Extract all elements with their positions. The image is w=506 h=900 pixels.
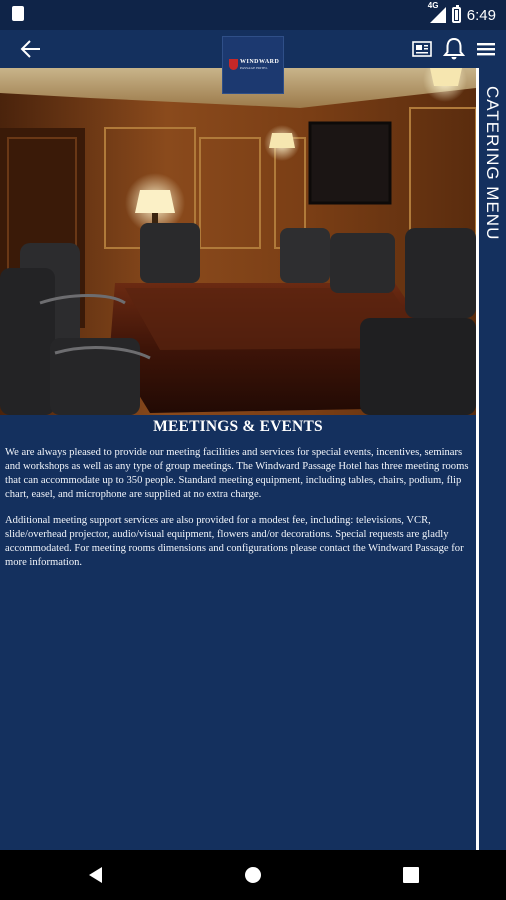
- menu-button[interactable]: [474, 37, 498, 61]
- sim-card-icon: [12, 6, 24, 21]
- menu-icon: [477, 41, 495, 57]
- app-bar: [0, 30, 506, 68]
- square-recents-icon: [402, 866, 420, 884]
- signal-icon: [427, 1, 446, 23]
- logo-shield: [229, 59, 238, 70]
- triangle-back-icon: [87, 866, 105, 884]
- app-actions: [410, 37, 498, 61]
- services-paragraph: Additional meeting support services are also provided for a modest fee, including: televisions, VCR, slide/overhead projector, audio/visual equipment, flowers and/or decorations. Special requests are gladly accommodated. For meeting rooms dimensions and configurations please contact the Windward Passage for more information.: [5, 515, 464, 568]
- system-nav-bar: [0, 850, 506, 900]
- status-indicators: [427, 1, 496, 25]
- status-bar: [0, 0, 506, 30]
- media-button[interactable]: [410, 37, 434, 61]
- back-button[interactable]: [18, 36, 44, 62]
- page-title: MEETINGS & EVENTS: [153, 418, 323, 435]
- hotel-logo: [222, 36, 284, 94]
- nav-home-button[interactable]: [241, 863, 265, 887]
- circle-home-icon: [243, 865, 263, 885]
- nav-recents-button[interactable]: [399, 863, 423, 887]
- battery-icon: [452, 7, 461, 23]
- notifications-button[interactable]: [442, 37, 466, 61]
- logo-subtext: PASSAGE HOTEL: [240, 66, 268, 70]
- hero-image: [0, 68, 476, 415]
- status-time: 6:49: [466, 6, 496, 24]
- catering-menu-label: CATERING MENU: [483, 86, 502, 241]
- conference-room-photo: [0, 68, 476, 415]
- back-arrow-icon: [18, 36, 44, 62]
- logo-text: WINDWARD: [240, 59, 280, 65]
- network-type: 4G: [427, 1, 439, 10]
- notification-bell-icon: [443, 37, 465, 61]
- nav-back-button[interactable]: [84, 863, 108, 887]
- catering-menu-tab[interactable]: [476, 68, 506, 850]
- intro-paragraph: We are always pleased to provide our meeting facilities and services for special events, incentives, seminars and workshops as well as any type of group meetings. The Windward Passage Hotel has three meeting rooms that can accommodate up to 350 people. Standard meeting equipment, including tables, chairs, podium, flip chart, easel, and microphone are supplied at no extra charge.: [5, 447, 469, 500]
- content-section: [0, 415, 476, 850]
- media-icon: [412, 41, 432, 57]
